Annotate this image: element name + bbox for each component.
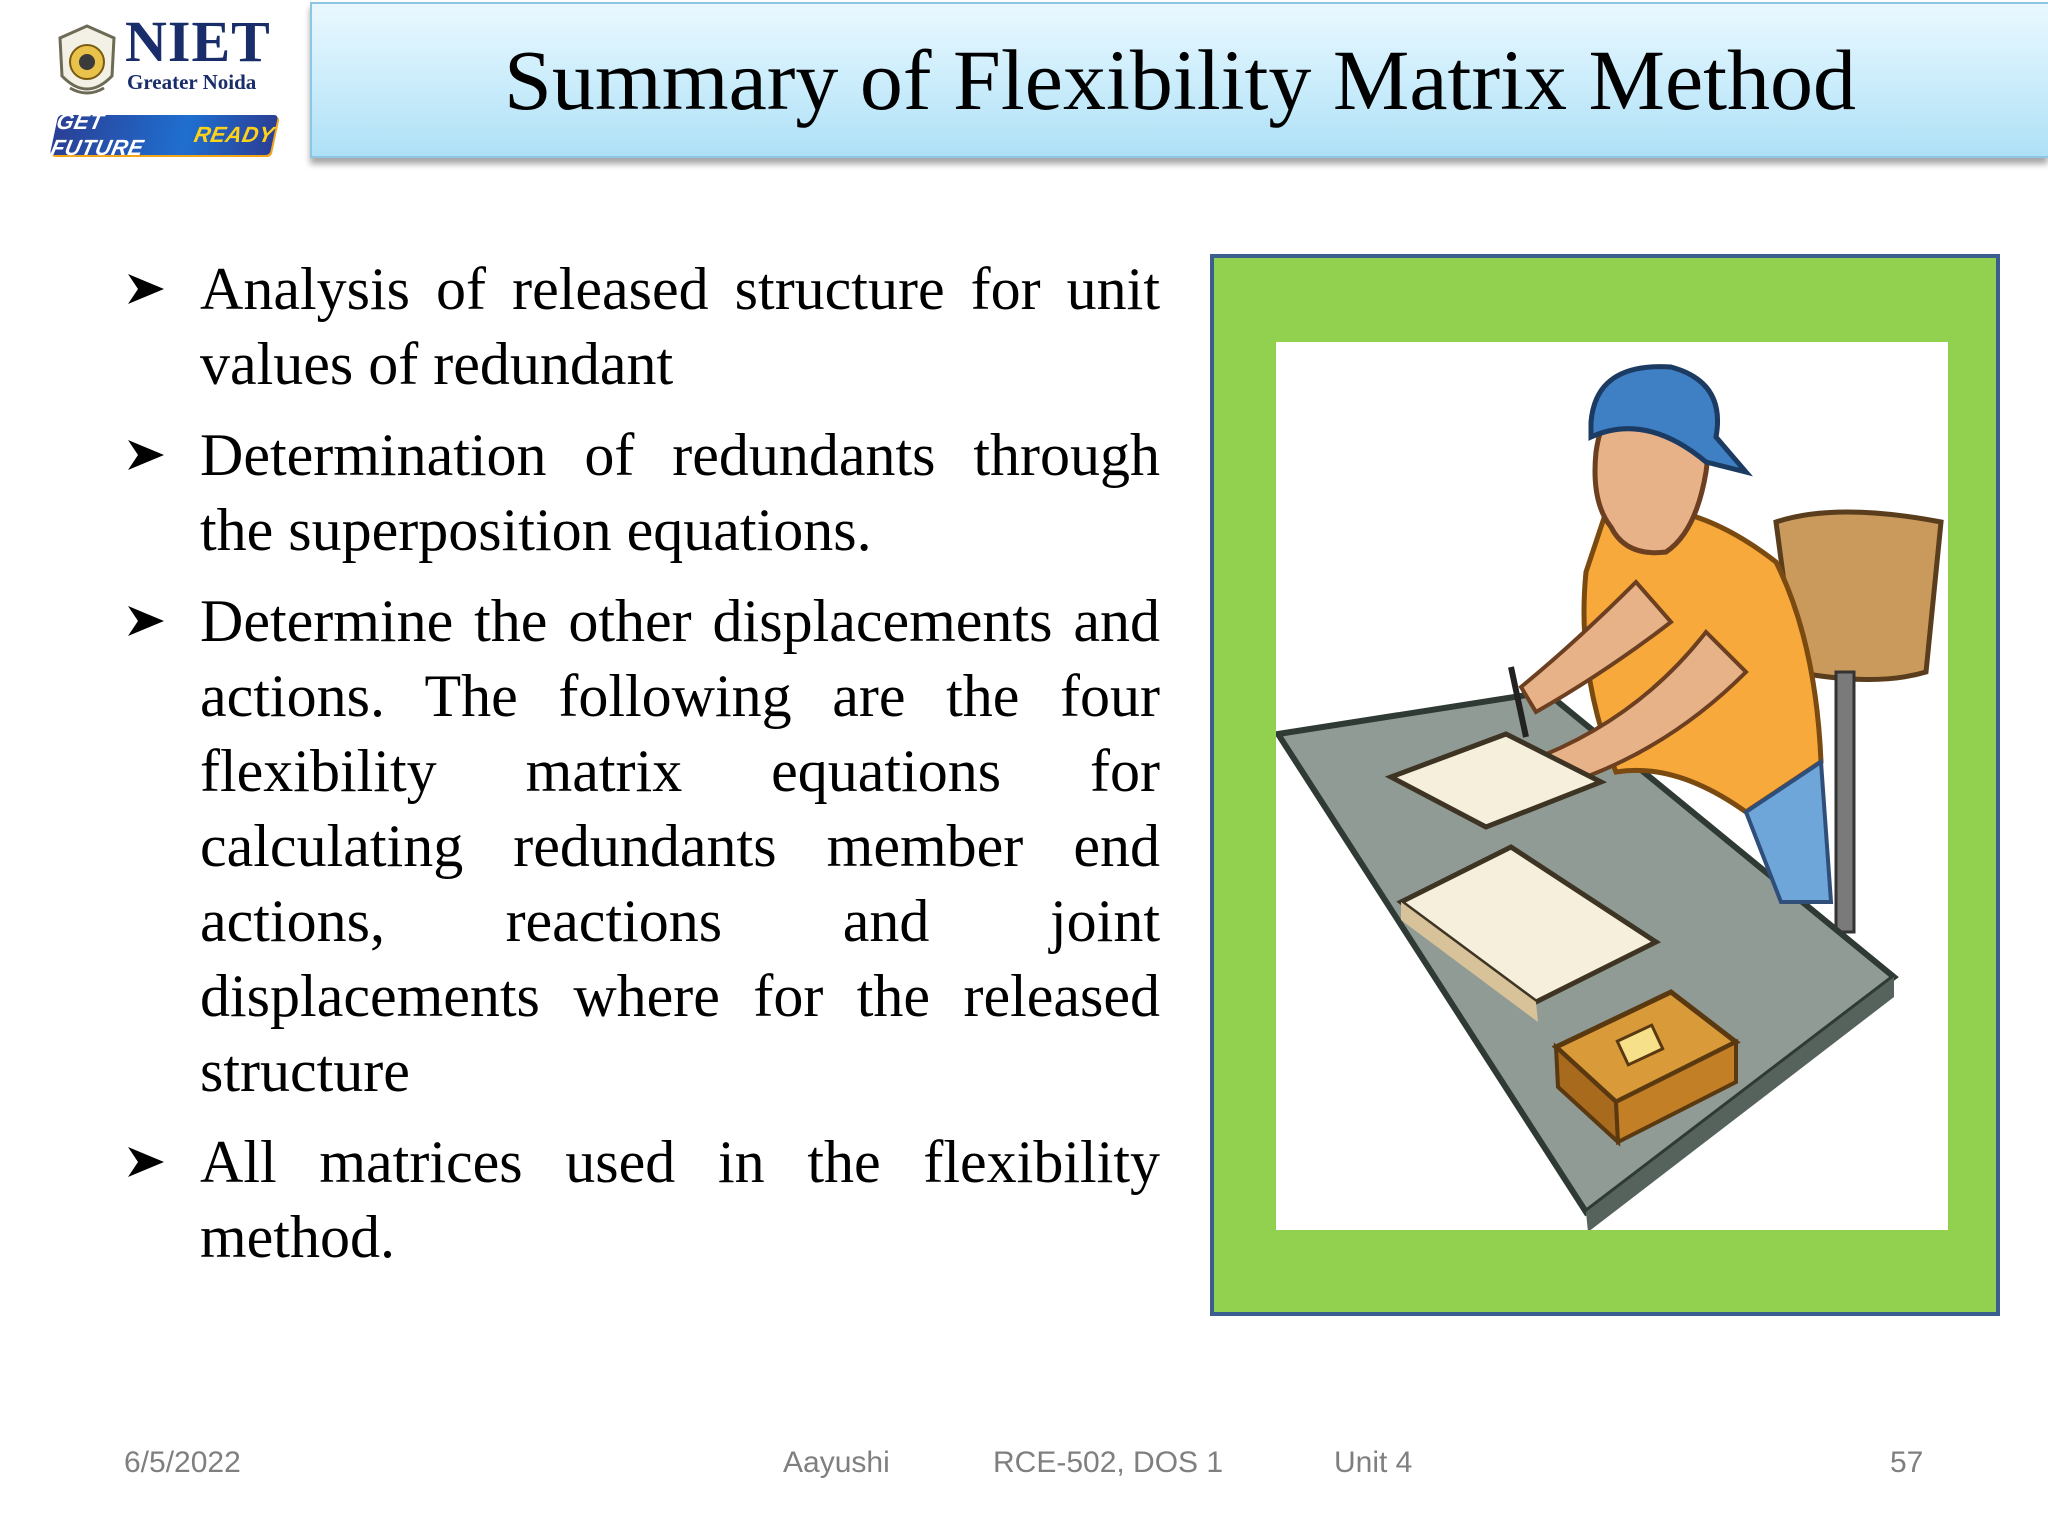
- title-bar: [310, 2, 2048, 158]
- bullet-text: Analysis of released structure for unit values of redundant: [200, 256, 1160, 397]
- arrow-bullet-icon: [124, 252, 174, 327]
- student-studying-illustration: [1276, 342, 1948, 1230]
- footer-course: RCE-502, DOS 1: [993, 1446, 1224, 1479]
- footer-unit: Unit 4: [1334, 1446, 1413, 1479]
- bullet-text: All matrices used in the flexibility method.: [200, 1129, 1160, 1270]
- footer-author: Aayushi: [783, 1446, 890, 1479]
- bullet-list: [120, 252, 1160, 1291]
- arrow-bullet-icon: [124, 1125, 174, 1200]
- niet-logo: [40, 10, 290, 170]
- logo-banner-text: GET FUTURE: [48, 109, 147, 160]
- bullet-item: [120, 252, 1160, 402]
- logo-banner-ready: READY: [191, 122, 277, 147]
- bullet-item: [120, 1125, 1160, 1275]
- picture-background: [1276, 342, 1948, 1230]
- slide-title: Summary of Flexibility Matrix Method: [503, 32, 1857, 128]
- bullet-text: Determination of redundants through the superposition equations.: [200, 422, 1160, 563]
- bullet-item: [120, 418, 1160, 568]
- logo-name: NIET: [125, 9, 271, 74]
- logo-banner: [48, 109, 279, 160]
- footer-page-number: 57: [1890, 1446, 1924, 1479]
- arrow-bullet-icon: [124, 584, 174, 659]
- bullet-text: Determine the other displacements and actions. The following are the four flexibility matrix equations for calculating redundants member end actions, reactions and joint displacements where for the released structure: [200, 588, 1160, 1104]
- bullet-item: [120, 584, 1160, 1109]
- picture-frame: [1210, 254, 2000, 1316]
- institute-seal-icon: [52, 24, 122, 106]
- footer-date: 6/5/2022: [124, 1446, 241, 1479]
- arrow-bullet-icon: [124, 418, 174, 493]
- logo-subtitle: Greater Noida: [127, 70, 257, 94]
